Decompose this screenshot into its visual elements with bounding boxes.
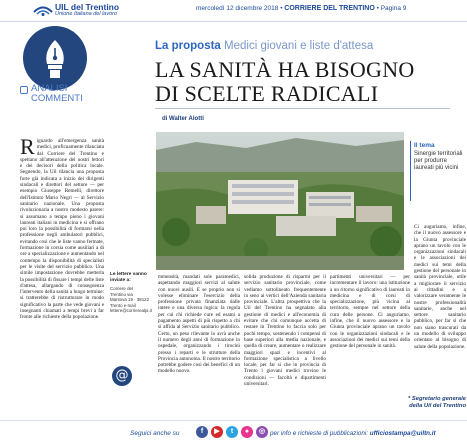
at-sign-icon: @ [112, 366, 132, 386]
footer-info [270, 430, 436, 437]
twitter-icon[interactable]: t [226, 426, 238, 438]
article-author: di Walter Alotti [162, 116, 204, 122]
newspaper-name: CORRIERE DEL TRENTINO [284, 5, 375, 12]
instagram-icon[interactable]: ◎ [256, 426, 268, 438]
article-kicker [155, 40, 373, 52]
footer-info-text: per info e richieste di pubblicazioni: [270, 430, 369, 437]
article-column-5: Ci auguriamo, infine, che il nuovo assessore e la Giunta provinciale aprano un tavolo con le organizzazioni sindacali e le associazioni dei medici sui temi della gestione del personale in sanità provinciale, utile a migliorare il servizio ai cittadini e a valorizzare veramente le nostre professionalità sanitarie, anche nel settore sanitario pubblico, per far sì che non siano trascurati da un modello di sviluppo orientato al bisogno di salute della popolazione. [414, 224, 466, 350]
org-name: UIL del Trentino [55, 2, 120, 12]
drop-cap: R [20, 138, 35, 159]
section-label-analisi: ANALISI [31, 83, 68, 94]
headline-divider [155, 108, 450, 109]
article-text-col1: iguardo all'emergenza sanità medici, proficuamente rilanciata dal Corriere del Trentino e spettano all'attenzione dei nostri lettori e dei decisori della politica locale. Seguendo, la Uil rilancia una proposta forte già indicata a inizio dei dirigenti sindacali e direttori del settore — per esempio Giuseppe Remelli, direttore dell'Istituto Mario Negri — al Servizio sanitario nazionale. Una proposta rivoluzionaria a nostro modesto parere: si assumano a tempo pieno i giovani laureati italiani in medicina e si offrano poi loro la possibilità di formarsi nella professione negli ambulatori pubblici, evitando così che le liste vanno fermate, formazione in corsia come ausiliari a di ore a specializzazione e aumentando nel contempo la disponibilità di specialisti per le visite del servizio pubblico. Una simile impostazione dovrebbe metterla la possibilità di fissare i tempi delle liste d'attesa, allargando di conseguenza l'intervento della sanità a lungo termine: si tratterebbe di ristrutturare in modo significativo la parte che vede giovani e insegnanti chiamati a tempi brevi a far fronte alle richieste della popolazione. [20, 138, 104, 321]
page-number: Pagina 9 [380, 5, 407, 12]
org-subtitle: Unione Italiana del lavoro [55, 11, 118, 17]
headline-line-1: LA SANITÀ HA BISOGNO [155, 57, 415, 82]
article-column-4: partimenti universitari — per incrementare il lavoro: una istituzione a un ritorno significativo di laureati in medicina e di corsi di specializzazione, più vicina al territorio, sempre nel settore della cura delle persone. Ci auguriamo, infine, che il nuovo assessore e la Giunta provinciale aprano un tavolo con le organizzazioni sindacali e le associazioni dei medici sui temi della gestione del personale in sanità. [330, 274, 410, 350]
article-headline [155, 58, 415, 106]
author-signature [388, 396, 466, 410]
fountain-pen-icon [23, 26, 87, 90]
follow-us-label: Seguici anche su [130, 430, 180, 437]
section-label [20, 84, 83, 104]
kicker-main: La proposta [155, 40, 221, 52]
publication-line: mercoledì 12 dicembre 2018 • CORRIERE DEL TRENTINO • Pagina 9 [196, 5, 407, 12]
contact-title: Le lettere vanno inviate a: [110, 272, 147, 283]
publication-date: mercoledì 12 dicembre 2018 [196, 5, 279, 12]
contact-text: Corriere del Trentino via Mantova 19 · 38122 Trento e-mail lettere@corrierealpi.it [110, 286, 152, 314]
headline-line-2: DI SCELTE RADICALI [155, 81, 379, 106]
facebook-icon[interactable]: f [196, 426, 208, 438]
signature-line-2: della Uil del Trentino [409, 403, 466, 409]
uil-logo [32, 2, 54, 17]
tema-text: Sinergie territoriali per produrre laureati più vicini [414, 151, 463, 172]
flickr-icon[interactable]: ● [241, 426, 253, 438]
page-header [0, 0, 467, 22]
article-column-2: mmensità, mandati sole paramedici, aspettando maggiori servizi al salute con nuovi ausili. E se proprio non si volesse eliminare l'esercizio della professione privata finanziata dalle intere e una diversa logica: la regola per cui chi richiede cure ed esami a pagamento aspetti di più rispetto a chi si affida al Servizio sanitario pubblico. Certo, un peso rilevante lo avrà anche il numero degli anni di formazione in ospedale, organizzando i tirocini presso i reparti e le strutture della Provincia autonoma. Il nostro territorio potrebbe godere così dei benefici di un modello nuovo. [158, 274, 240, 375]
article-column-3: solida produzione di risparmi per il servizio sanitario provinciale, come vediamo sottolineato frequentemente in seno ai vertici dell'Azienda sanitaria provinciale. L'altra prospettiva che la Uil del Trentino ha segnalato alla gestione di medici e all'economia di evitare che chi comunque accetta di restare in Trentino lo faccia solo per pochi tempo, sostenendo i compensi di base superiori alla media nazionale, e quella di creare, aumentare o realizzare maggiori spazi e incentivi al formazione specialistica a livello locale, per far sì che in provincia di Trento i giovani medici trovino le condizioni — facoltà e dipartimenti universitari. [244, 274, 326, 388]
youtube-icon[interactable]: ▶ [211, 426, 223, 438]
tema-title: Il tema [414, 142, 435, 149]
section-label-commenti: COMMENTI [31, 93, 83, 104]
page-footer [0, 420, 467, 446]
press-email-link[interactable]: ufficiostampa@uiltn.it [369, 430, 436, 437]
tema-rule [410, 141, 411, 201]
signature-line-1: * Segretario generale [408, 396, 466, 402]
hospital-photo [156, 132, 404, 270]
kicker-sub: Medici giovani e liste d'attesa [224, 40, 374, 52]
article-column-1 [20, 138, 104, 370]
